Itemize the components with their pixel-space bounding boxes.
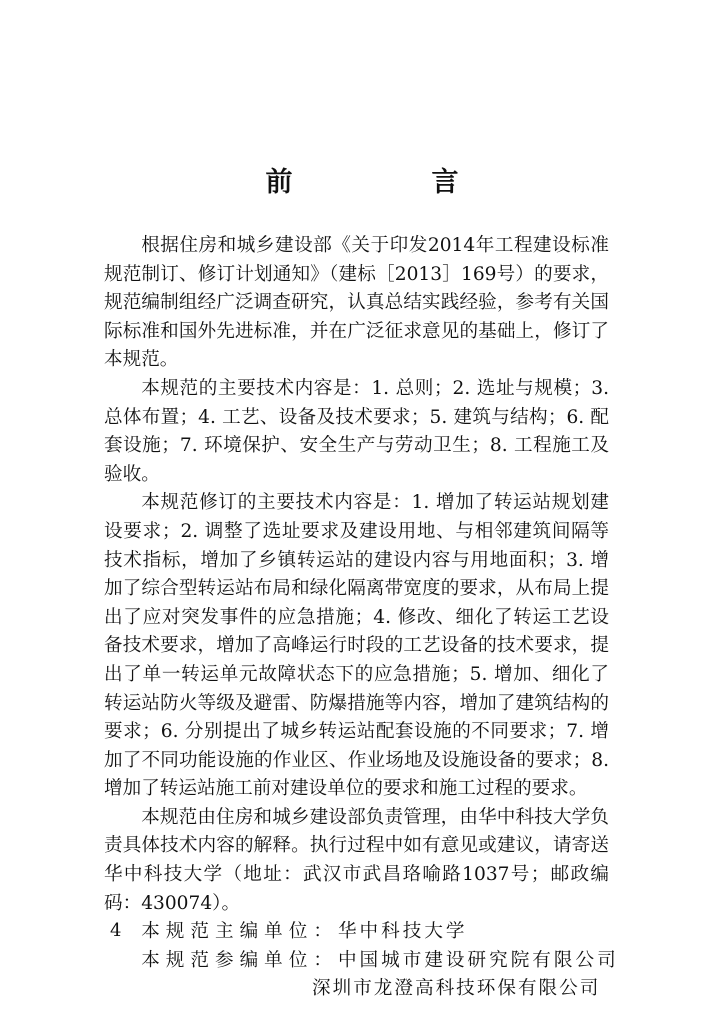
participating-unit-row [104,947,619,976]
page-title: 前 言 [265,167,515,198]
participating-unit-name: 中国城市建设研究院有限公司 [337,949,619,971]
participating-unit-label: 本规范参编单位： [141,949,338,971]
chief-unit-name: 华中科技大学 [337,921,468,943]
chief-unit-label: 本规范主编单位： [141,921,338,943]
chief-unit-row [104,918,609,947]
paragraph-management: 本规范由住房和城乡建设部负责管理，由华中科技大学负责具体技术内容的解释。执行过程中如有意见或建议，请寄送华中科技大学（地址：武汉市武昌珞喻路1037号；邮政编码：430074）。 [104,806,609,914]
paragraph-revision-content: 本规范修订的主要技术内容是：1. 增加了转运站规划建设要求；2. 调整了选址要求及建设用地、与相邻建筑间隔等技术指标，增加了乡镇转运站的建设内容与用地面积；3. 增加了综合型转运站布局和绿化隔离带宽度的要求，从布局上提出了应对突发事件的应急措施；4. 修改、细化了转运工艺设备技术要求，增加了高峰运行时段的工艺设备的技术要求，提出了单一转运单元故障状态下的应急措施；5. 增加、细化了转运站防火等级及避雷、防爆措施等内容，增加了建筑结构的要求；6. 分别提出了城乡转运站配套设施的不同要求；7. 增加了不同功能设施的作业区、作业场地及设施设备的要求；8. 增加了转运站施工前对建设单位的要求和施工过程的要求。 [104,492,609,800]
participating-unit-row-2: 深圳市龙澄高科技环保有限公司 [312,978,601,1000]
body-text [104,232,619,1004]
paragraph-basis: 根据住房和城乡建设部《关于印发2014年工程建设标准规范制订、修订计划通知》（建标［2013］169号）的要求，规范编制组经广泛调查研究，认真总结实践经验，参考有关国际标准和国外先进标准，并在广泛征求意见的基础上，修订了本规范。 [104,235,609,371]
paragraph-main-content: 本规范的主要技术内容是：1. 总则；2. 选址与规模；3. 总体布置；4. 工艺、设备及技术要求；5. 建筑与结构；6. 配套设施；7. 环境保护、安全生产与劳动卫生；8. 工程施工及验收。 [104,377,609,485]
page-number: 4 [110,920,122,941]
